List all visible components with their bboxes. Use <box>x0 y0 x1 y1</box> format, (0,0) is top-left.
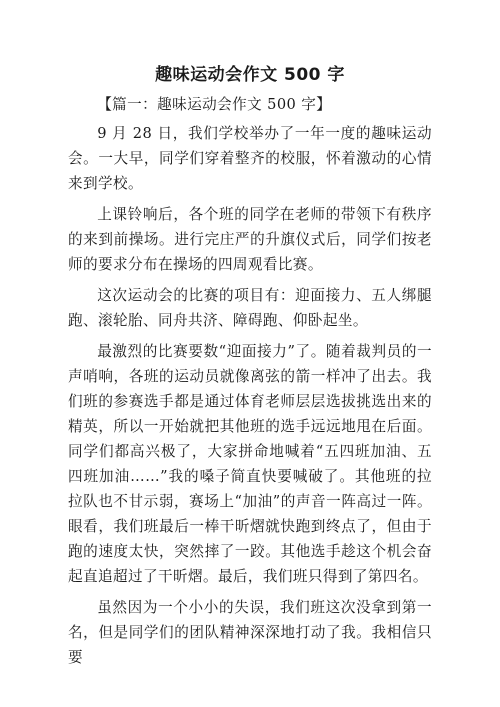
section-heading: 【篇一：趣味运动会作文 500 字】 <box>97 96 332 113</box>
paragraph-2: 上课铃响后，各个班的同学在老师的带领下有秩序的来到前操场。进行完庄严的升旗仪式后，同学们按老师的要求分布在操场的四周观看比赛。 <box>68 206 432 273</box>
article-body <box>68 92 432 676</box>
paragraph-4: 最激烈的比赛要数“迎面接力”了。随着裁判员的一声哨响，各班的运动员就像离弦的箭一样冲了出去。我们班的参赛选手都是通过体育老师层层选拔挑选出来的精英，所以一开始就把其他班的选手远远地甩在后面。同学们都高兴极了，大家拼命地喊着“五四班加油、五四班加油……”我的嗓子简直快要喊破了。其他班的拉拉队也不甘示弱，赛场上“加油”的声音一阵高过一阵。眼看，我们班最后一棒干昕熠就快跑到终点了，但由于跑的速度太快，突然摔了一跤。其他选手趁这个机会奋起直追超过了干昕熠。最后，我们班只得到了第四名。 <box>68 343 432 585</box>
page-title: 趣味运动会作文 500 字 <box>155 65 345 85</box>
paragraph-3: 这次运动会的比赛的项目有：迎面接力、五人绑腿跑、滚轮胎、同舟共济、障碍跑、仰卧起坐。 <box>68 287 432 329</box>
paragraph-1: 9 月 28 日，我们学校举办了一年一度的趣味运动会。一大早，同学们穿着整齐的校服，怀着激动的心情来到学校。 <box>68 125 432 192</box>
paragraph-5: 虽然因为一个小小的失误，我们班这次没拿到第一名，但是同学们的团队精神深深地打动了我。我相信只要 <box>68 599 432 666</box>
